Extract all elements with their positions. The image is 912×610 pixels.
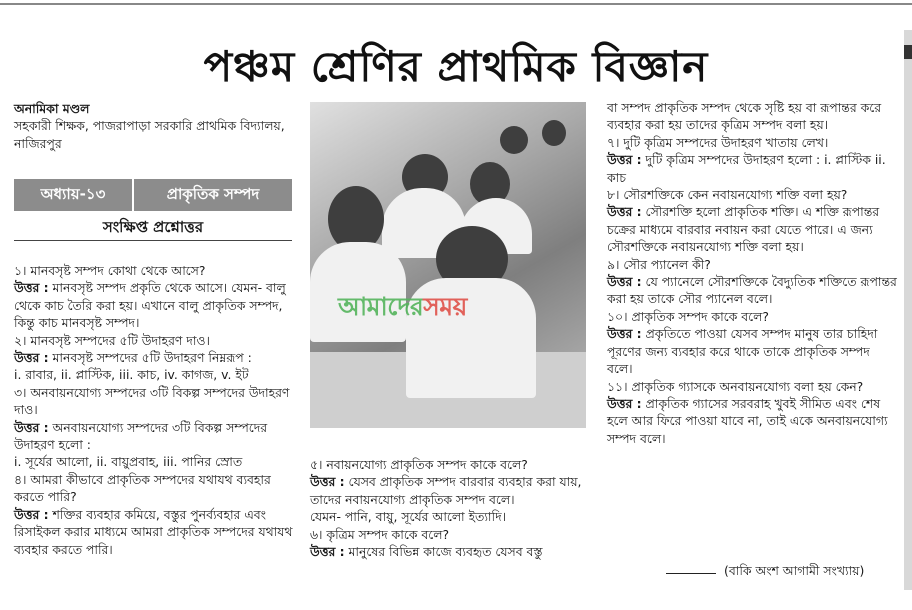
question: ৬। কৃত্রিম সম্পদ কাকে বলে? [310,526,450,542]
answer-continued: বা সম্পদ প্রাকৃতিক সম্পদ থেকে সৃষ্টি হয় বা রূপান্তর করে ব্যবহার করা হয় তাদের কৃত্রিম সম্পদ বলা হয়। [607,100,882,133]
answer [310,543,592,560]
answer-text: প্রকৃতিতে পাওয়া যেসব সম্পদ মানুষ তার চাহিদা পূরণের জন্য ব্যবহার করে থাকে তাকে প্রাকৃতিক সম্পদ বলে। [607,326,878,377]
answer-text: দুটি কৃত্রিম সম্পদের উদাহরণ হলো : i. প্লাস্টিক ii. কাচ [607,152,886,185]
answer-example: যেমন- পানি, বায়ু, সূর্যের আলো ইত্যাদি। [310,509,507,525]
footer-dash [666,573,716,574]
answer-text: অনবায়নযোগ্য সম্পদের ৩টি বিকল্প সম্পদের উদাহরণ হলো : [14,419,268,453]
page-edge [904,30,912,590]
answer [14,349,296,366]
answer [14,419,296,454]
answer [607,151,897,186]
section-heading: সংক্ষিপ্ত প্রশ্নোত্তর [102,218,204,236]
watermark-part1: আমাদের [338,292,424,321]
question: ২। মানবসৃষ্ট সম্পদের ৫টি উদাহরণ দাও। [14,332,210,348]
answer [607,325,897,377]
question: ১১। প্রাকৃতিক গ্যাসকে অনবায়নযোগ্য বলা হয় কেন? [607,378,864,394]
author-name: অনামিকা মণ্ডল [14,101,90,116]
answer-text: মানবসৃষ্ট সম্পদের ৫টি উদাহরণ নিম্নরূপ : [48,350,252,366]
question: ৭। দুটি কৃত্রিম সম্পদের উদাহরণ খাতায় লেখ। [607,134,829,150]
answer [14,279,296,331]
newspaper-watermark [338,287,467,330]
answer-text: প্রাকৃতিক গ্যাসের সরবরাহ খুবই সীমিত এবং শেষ হলে আর ফিরে পাওয়া যাবে না, তাই একে অনবায়নযোগ্য সম্পদ বলে। [607,395,888,446]
footer-text: (বাকি অংশ আগামী সংখ্যায়) [724,563,865,578]
question: ৯। সৌর প্যানেল কী? [607,256,711,272]
chapter-banner [14,179,292,211]
classroom-photo [310,102,586,428]
answer-label: উত্তর : [607,152,642,168]
question: ৮। সৌরশক্তিকে কেন নবায়নযোগ্য শক্তি বলা হয়? [607,187,848,203]
column-1 [14,262,296,558]
answer [607,395,897,447]
question: ৫। নবায়নযোগ্য প্রাকৃতিক সম্পদ কাকে বলে? [310,457,528,472]
question: ৪। আমরা কীভাবে প্রাকৃতিক সম্পদের যথাযথ ব্যবহার করতে পারি? [14,471,271,505]
chapter-number: অধ্যায়-১৩ [14,179,134,211]
question: ১০। প্রাকৃতিক সম্পদ কাকে বলে? [607,308,769,324]
answer [607,203,897,255]
answer-list: i. সূর্যের আলো, ii. বায়ুপ্রবাহ, iii. পানির স্রোত [14,454,243,470]
answer-label: উত্তর : [310,544,345,560]
section-rule [14,240,292,241]
answer-label: উত্তর : [14,419,49,435]
answer-label: উত্তর : [310,474,345,490]
answer [14,506,296,558]
answer-text: যে প্যানেলে সৌরশক্তিকে বৈদ্যুতিক শক্তিতে রূপান্তর করা হয় তাকে সৌর প্যানেল বলে। [607,274,897,307]
question: ১। মানবসৃষ্ট সম্পদ কোথা থেকে আসে? [14,263,206,278]
answer-label: উত্তর : [607,395,642,411]
answer-label: উত্তর : [607,204,642,220]
answer-text: যেসব প্রাকৃতিক সম্পদ বারবার ব্যবহার করা যায়, তাদের নবায়নযোগ্য প্রাকৃতিক সম্পদ বলে। [310,474,582,507]
question: ৩। অনবায়নযোগ্য সম্পদের ৩টি বিকল্প সম্পদের উদাহরণ দাও। [14,384,290,418]
answer [607,273,897,308]
top-rule [0,3,912,5]
answer-text: সৌরশক্তি হলো প্রাকৃতিক শক্তি। এ শক্তি রূপান্তর চক্রের মাধ্যমে বারবার নবায়ন করা যেতে পারে। এ জন্য সৌরশক্তিকে নবায়নযোগ্য শক্তি বলা হয়। [607,204,880,255]
answer-text: শক্তির ব্যবহার কমিয়ে, বস্তুর পুনর্ব্যবহার এবং রিসাইকল করার মাধ্যমে আমরা প্রাকৃতিক সম্পদের যথাযথ ব্যবহার করতে পারি। [14,506,293,557]
answer-label: উত্তর : [14,280,49,296]
column-3 [607,99,897,447]
answer-label: উত্তর : [14,350,49,366]
answer-label: উত্তর : [14,506,49,522]
author-role: সহকারী শিক্ষক, পাজরাপাড়া সরকারি প্রাথমিক বিদ্যালয়, নাজিরপুর [14,118,285,151]
answer-label: উত্তর : [607,274,642,290]
answer-label: উত্তর : [607,326,642,342]
watermark-part2: সময় [423,292,467,321]
continuation-note [666,563,864,583]
answer-list: i. রাবার, ii. প্লাস্টিক, iii. কাচ, iv. কাগজ, v. ইট [14,367,249,383]
chapter-name: প্রাকৃতিক সম্পদ [166,184,260,203]
column-2 [310,456,592,560]
answer [310,473,592,508]
page-title: পঞ্চম শ্রেণির প্রাথমিক বিজ্ঞান [203,42,709,91]
answer-text: মানবসৃষ্ট সম্পদ প্রকৃতি থেকে আসে। যেমন- বালু থেকে কাচ তৈরি করা হয়। এখানে বালু প্রাকৃতিক সম্পদ, কিন্তু কাচ মানবসৃষ্ট সম্পদ। [14,280,286,331]
author-block [14,100,296,152]
answer-text: মানুষের বিভিন্ন কাজে ব্যবহৃত যেসব বস্তু [344,544,543,560]
